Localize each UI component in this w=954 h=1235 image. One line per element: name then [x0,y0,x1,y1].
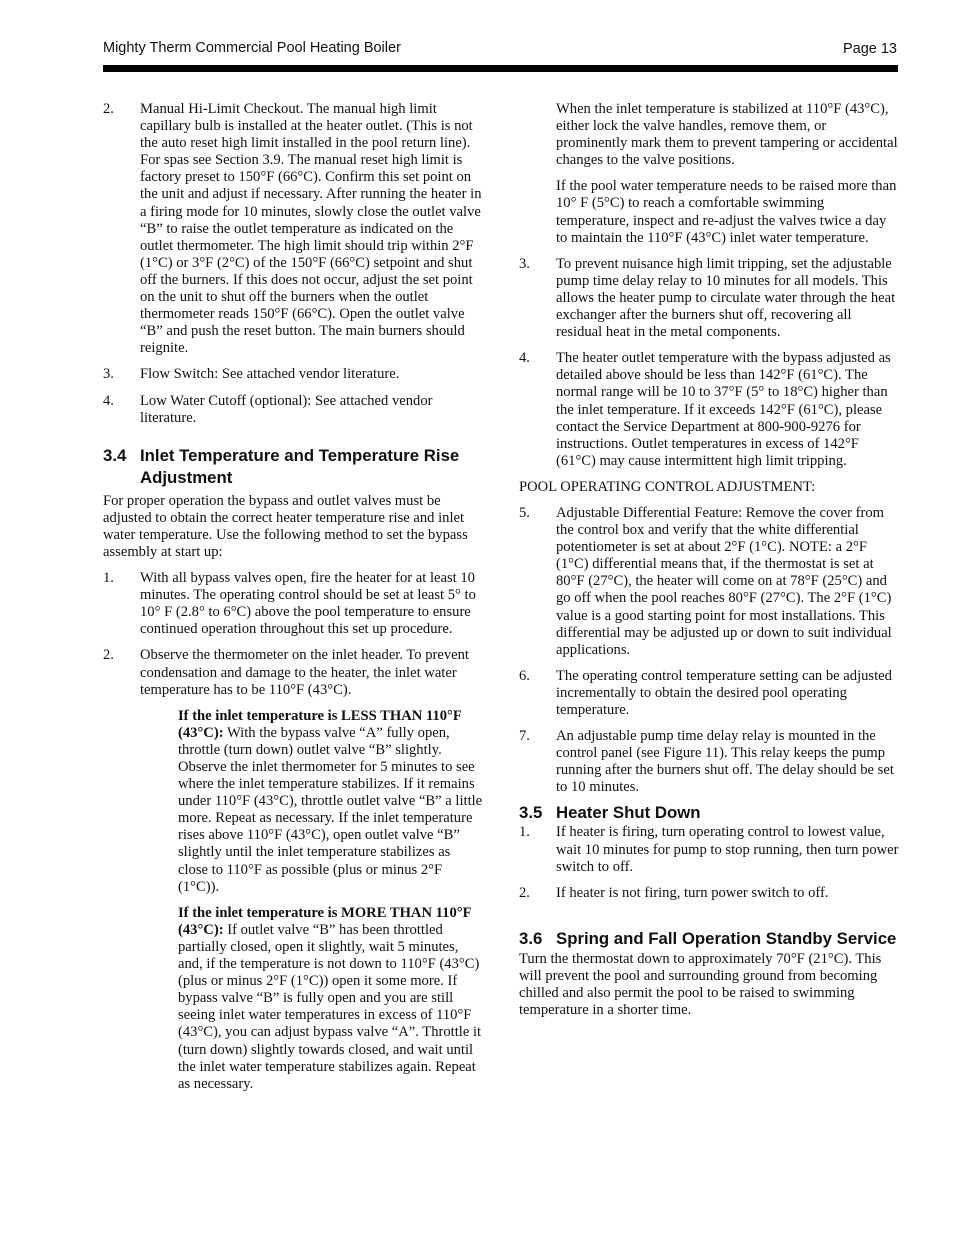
document-title: Mighty Therm Commercial Pool Heating Boiler [103,40,401,56]
item-number: 2. [103,101,114,117]
item-number: 2. [103,647,114,664]
list-item [519,728,899,796]
list-item [519,350,899,470]
item-text: Low Water Cutoff (optional): See attached vendor literature. [140,392,433,426]
section-number: 3.4 [103,445,127,465]
condition-text: If outlet valve “B” has been throttled partially closed, open it slightly, wait 5 minutes, and, if the temperature is not down to 110°F (43°C) (plus or minus 2°F (1°C)) open it some more. If bypass valve “B” is fully open and you are still seeing inlet water temperatures in excess of 110°F (43°C), you can adjust bypass valve “A”. Throttle it (turn down) slightly towards closed, and wait until the inlet water temperature stabilizes again. Repeat as necessary. [178,921,482,1092]
list-item [103,393,483,427]
item-number: 5. [519,504,530,521]
item-number: 6. [519,667,530,684]
list-item [519,824,899,875]
item-number: 1. [519,824,530,841]
left-column [103,101,483,1102]
right-column [519,101,899,1028]
spring-fall-text: Turn the thermostat down to approximately 70°F (21°C). This will prevent the pool and surrounding ground from becoming chilled and also permit the pool to be raised to swimming temperature in a shorter time. [519,950,882,1019]
section-heading-3-4 [103,445,483,489]
condition-label: If the inlet temperature is LESS THAN 110°F (43°C): [178,707,462,741]
item-text: The operating control temperature setting can be adjusted incrementally to obtain the desired pool operating temperature. [556,667,892,718]
section-heading-3-5 [519,802,899,824]
section-title: Heater Shut Down [556,803,701,823]
page-number: Page 13 [842,41,897,57]
item-text: An adjustable pump time delay relay is mounted in the control panel (see Figure 11). This relay keeps the pump running after the burners shut off. The delay should be set to 10 minutes. [556,728,894,796]
list-item [519,668,899,719]
continued-paragraph: If the pool water temperature needs to be raised more than 10° F (5°C) to reach a comfortable swimming temperature, inspect and re-adjust the valves twice a day to maintain the 110°F (43°C) inlet water temperature. [556,178,897,246]
continued-paragraph: When the inlet temperature is stabilized at 110°F (43°C), either lock the valve handles, remove them, or prominently mark them to prevent tampering or accidental changes to the valve positions. [556,101,898,169]
section-intro: For proper operation the bypass and outlet valves must be adjusted to obtain the correct heater temperature rise and inlet water temperature. Use the following method to set the bypass assembly at start up: [103,492,468,560]
list-item [103,647,483,698]
list-item [103,366,483,383]
condition-label: If the inlet temperature is MORE THAN 110°F (43°C): [178,904,471,938]
item-text: The heater outlet temperature with the bypass adjusted as detailed above should be less than 142°F (61°C). The normal range will be 10 to 37°F (5° to 18°C) higher than the inlet temperature. If it exceeds 142°F (61°C), please contact the Service Department at 800-900-9276 for instructions. Outlet temperatures in excess of 142°F (61°C) may cause intermittent high limit tripping. [556,350,891,469]
section-number: 3.5 [519,803,543,823]
header-rule [103,65,898,72]
item-number: 2. [519,884,530,901]
pool-control-heading: POOL OPERATING CONTROL ADJUSTMENT: [519,478,816,495]
section-title: Inlet Temperature and Temperature Rise Adjustment [140,445,460,487]
list-item [103,101,483,357]
list-item [519,256,899,341]
section-heading-3-6 [519,928,899,950]
item-text: Flow Switch: See attached vendor literature. [140,366,400,383]
item-number: 4. [103,392,114,409]
more-than-instructions [103,905,483,1093]
item-text: Adjustable Differential Feature: Remove the cover from the control box and verify that the white differential potentiometer is set at about 2°F (1°C). NOTE: a 2°F (1°C) differential means that, if the thermostat is set at 80°F (27°C), the heater will come on at 78°F (25°C) and go off when the pool reaches 80°F (27°C). The 2°F (1°C) value is a good starting point for most installations. This differential may be adjusted up or down to suit individual applications. [556,504,892,658]
section-title: Spring and Fall Operation Standby Service [556,928,897,948]
item-text: Observe the thermometer on the inlet header. To prevent condensation and damage to the heater, the inlet water temperature has to be 110°F (43°C). [140,647,469,698]
list-item [519,885,899,902]
item-number: 3. [519,255,530,272]
item-number: 7. [519,728,530,745]
item-number: 4. [519,350,530,367]
item-number: 3. [103,366,114,383]
item-text: Manual Hi-Limit Checkout. The manual high limit capillary bulb is installed at the heater outlet. (This is not the auto reset high limit installed in the pool return line). For spas see Section 3.9. The manual reset high limit is factory preset to 150°F (66°C). Confirm this set point on the unit and adjust if necessary. After running the heater in a firing mode for 10 minutes, slowly close the outlet valve “B” to raise the outlet temperature as indicated on the outlet thermometer. The high limit should trip within 2°F (1°C) or 3°F (2°C) of the 150°F (66°C) setpoint and shut off the burners. If this does not occur, adjust the set point on the unit to shut off the burners when the outlet thermometer reads 150°F (66°C). Open the outlet valve “B” and push the reset button. The main burners should reignite. [140,101,482,357]
list-item [519,505,899,659]
section-number: 3.6 [519,928,543,948]
less-than-instructions [103,708,483,896]
item-number: 1. [103,570,114,587]
item-text: If heater is firing, turn operating control to lowest value, wait 10 minutes for pump to stop running, then turn power switch to off. [556,824,899,875]
list-item [103,570,483,638]
item-text: With all bypass valves open, fire the heater for at least 10 minutes. The operating control should be set at least 5° to 10° F (2.8° to 6°C) above the pool temperature to ensure continued operation throughout this set up procedure. [140,570,476,638]
item-text: To prevent nuisance high limit tripping, set the adjustable pump time delay relay to 10 minutes for all models. This allows the heater pump to circulate water through the heat exchanger after the burners shut off, recovering all residual heat in the metal components. [556,255,896,341]
condition-text: With the bypass valve “A” fully open, throttle (turn down) outlet valve “B” slightly. Observe the inlet thermometer for 5 minutes to see where the inlet temperature stabilizes. If it remains under 110°F (43°C), throttle outlet valve “B” a little more. Repeat as necessary. If the inlet temperature rises above 110°F (43°C), open outlet valve “B” slightly until the inlet temperature stabilizes as close to 110°F as possible (plus or minus 2°F (1°C)). [178,724,483,895]
item-text: If heater is not firing, turn power switch to off. [556,884,829,901]
